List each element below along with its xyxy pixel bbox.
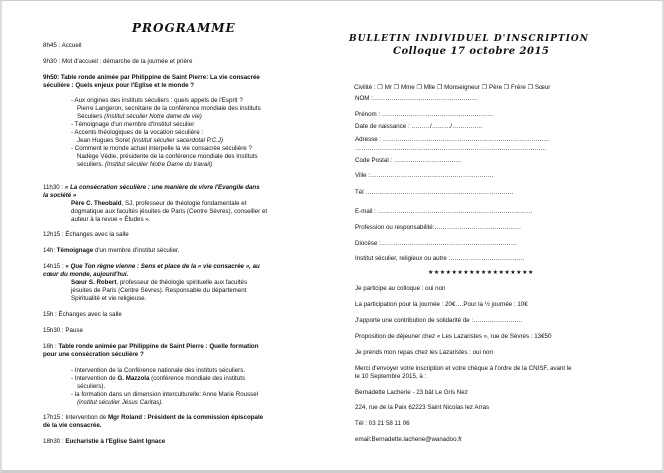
program-line: - Témoignage d'un membre d'Institut séculier <box>71 121 195 128</box>
program-line: de la vie consacrée. <box>43 422 102 429</box>
program-line: séculiers). <box>77 383 106 390</box>
program-line: 14h15 : « Que Ton règne vienne : Sens et place de la « vie consacrée », au <box>43 263 260 270</box>
program-title: PROGRAMME <box>132 21 236 35</box>
program-line: 17h15 : Intervention de Mgr Roland : Président de la commission épiscopale <box>43 414 264 421</box>
field-nom[interactable]: NOM :…………………………………………… <box>355 95 479 102</box>
program-line: - Intervention de la Conférence nationale des instituts séculiers. <box>71 367 246 374</box>
program-line: séculière : Quels enjeux pour l'Eglise et le monde ? <box>43 82 195 89</box>
program-line: cœur du monde, aujourd'hui. <box>43 271 129 278</box>
program-line: pour une consécration séculière ? <box>43 351 144 358</box>
solidarity-contribution: J'apporte une contribution de solidarité de :…………………… <box>355 317 523 324</box>
send-instructions: Merci d'envoyer votre inscription et votre chèque à l'ordre de la CNISF, avant le <box>355 365 572 372</box>
checkbox-mme[interactable]: ❐ <box>393 84 400 91</box>
program-line: 8h45 : Accueil <box>43 42 82 49</box>
form-title: BULLETIN INDIVIDUEL D'INSCRIPTION <box>349 34 589 44</box>
program-line: 12h15 : Échanges avec la salle <box>43 231 129 238</box>
program-line: Spiritualité et vie religieuse. <box>71 295 147 302</box>
civility-row: Civilité : ❐ Mr ❐ Mme ❐ Mlle ❐ Monseigneur ❐ Père ❐ Frère ❐ Sœur <box>354 84 551 91</box>
program-line: 18h30 : Eucharistie à l'Eglise Saint Ignace <box>43 438 166 445</box>
form-subtitle: Colloque 17 octobre 2015 <box>393 46 550 57</box>
program-line: Jean Hugues Soret (institut séculier sacerdotal P.C.J) <box>77 137 224 144</box>
field-prenom[interactable]: Prénom : ……………………………………………… <box>355 111 494 118</box>
program-line: Père C. Theobald, SJ, professeur de théologie fondamentale et <box>71 200 247 207</box>
lunch-question: Je prends mon repas chez les Lazaristes : oui non <box>355 349 493 356</box>
send-deadline: le 10 Septembre 2015, à : <box>355 373 427 380</box>
program-line: Sœur S. Robert, professeur de théologie spirituelle aux facultés <box>71 279 248 286</box>
program-line: 11h30 : « La consécration séculière : une manière de vivre l'Evangile dans <box>43 184 260 191</box>
contact-address: 224, rue de la Paix 62223 Saint Nicolas lez Arras <box>355 404 490 411</box>
program-line: - Comment le monde actuel interpelle la vie consacrée séculière ? <box>71 145 252 152</box>
field-tel[interactable]: Tél ……………………………………………………………… <box>355 189 514 196</box>
field-date-naissance[interactable]: Date de naissance : ………/………/…………… <box>355 123 483 130</box>
program-line: dogmatique aux facultés jésuites de Paris (Centre Sèvres), conseiller et <box>71 208 268 215</box>
program-line: 15h : Échanges avec la salle <box>43 311 122 318</box>
program-line: 14h: Témoignage d'un membre d'institut séculier. <box>43 247 180 254</box>
program-line: séculiers. (Institut séculier Notre Dame du travail) <box>77 161 213 168</box>
program-line: - Intervention de G. Mazzola (conférence mondiale des instituts <box>71 375 246 382</box>
civility-label: Civilité : <box>354 84 376 91</box>
field-code-postal[interactable]: Code Postal : …………………………… <box>355 157 462 164</box>
checkbox-frere[interactable]: ❐ <box>503 84 510 91</box>
field-adresse-line2[interactable]: ………………………………………………………………………………… <box>355 145 547 152</box>
program-line: auteur à la revue « Études ». <box>71 216 151 223</box>
field-ville[interactable]: Ville :…………………………………………………… <box>355 172 494 179</box>
program-line: Pierre Langeron, secrétaire de la conférence mondiale des instituts <box>77 105 261 112</box>
lunch-proposal: Proposition de déjeuner chez « Les Lazaristes », rue de Sèvres : 13€50 <box>355 333 552 340</box>
program-line: la société » <box>43 192 77 199</box>
program-line: 16h : Table ronde animée par Philippine de Saint Pierre : Quelle formation <box>43 343 259 350</box>
field-profession[interactable]: Profession ou responsabilité:…………………………………… <box>355 224 522 231</box>
program-line: Nadège Védie, présidente de la conférence mondiale des Instituts <box>77 153 258 160</box>
checkbox-soeur[interactable]: ❐ <box>527 84 534 91</box>
checkbox-mr[interactable]: ❐ <box>377 84 383 91</box>
star-divider: ★★★★★★★★★★★★★★★★★★ <box>428 270 534 276</box>
contact-name: Bernadette Lacherie - 23 bât Le Gris Nez <box>355 389 468 396</box>
program-line: 9h30 : Mot d'accueil : démarche de la journée et prière <box>43 58 193 65</box>
field-adresse[interactable]: Adresse : ……………………………………………………………………… <box>355 136 550 143</box>
checkbox-mlle[interactable]: ❐ <box>416 84 422 91</box>
program-line: - la formation dans un dimension interculturelle: Anne Marie Roussel <box>71 391 259 398</box>
field-email[interactable]: E-mail : ………………………………………………………………… <box>355 208 533 215</box>
program-line: - Accents théologiques de la vocation séculière : <box>71 129 204 136</box>
participation-price: La participation pour la journée : 20€….Pour la ½ journée : 10€ <box>355 301 528 308</box>
participation-question: Je participe au colloque : oui non <box>355 285 446 292</box>
program-line: (institut séculier Jésus Caritas). <box>77 399 163 406</box>
checkbox-monseigneur[interactable]: ❐ <box>436 84 443 91</box>
checkbox-pere[interactable]: ❐ <box>481 84 488 91</box>
program-line: Séculiers (Institut séculier Notre dame de vie) <box>77 113 202 120</box>
program-line: 9h50: Table ronde animée par Philippine de Saint Pierre: La vie consacrée <box>43 74 260 81</box>
contact-email[interactable]: email:Bernadette.lacherie@wanadoo.fr <box>355 436 463 443</box>
field-diocese[interactable]: Diocèse :………………………………………………………… <box>355 240 517 247</box>
field-institut[interactable]: Institut séculier, religieux ou autre :……………………………… <box>355 255 525 262</box>
contact-phone: Tél : 03 21 58 11 06 <box>355 420 410 427</box>
program-line: 15h30 : Pause <box>43 327 83 334</box>
program-line: - Aux origines des instituts séculiers : quels appels de l'Esprit ? <box>71 97 243 104</box>
program-line: jésuites de Paris (Centre Sèvres). Responsable du département <box>71 287 247 294</box>
